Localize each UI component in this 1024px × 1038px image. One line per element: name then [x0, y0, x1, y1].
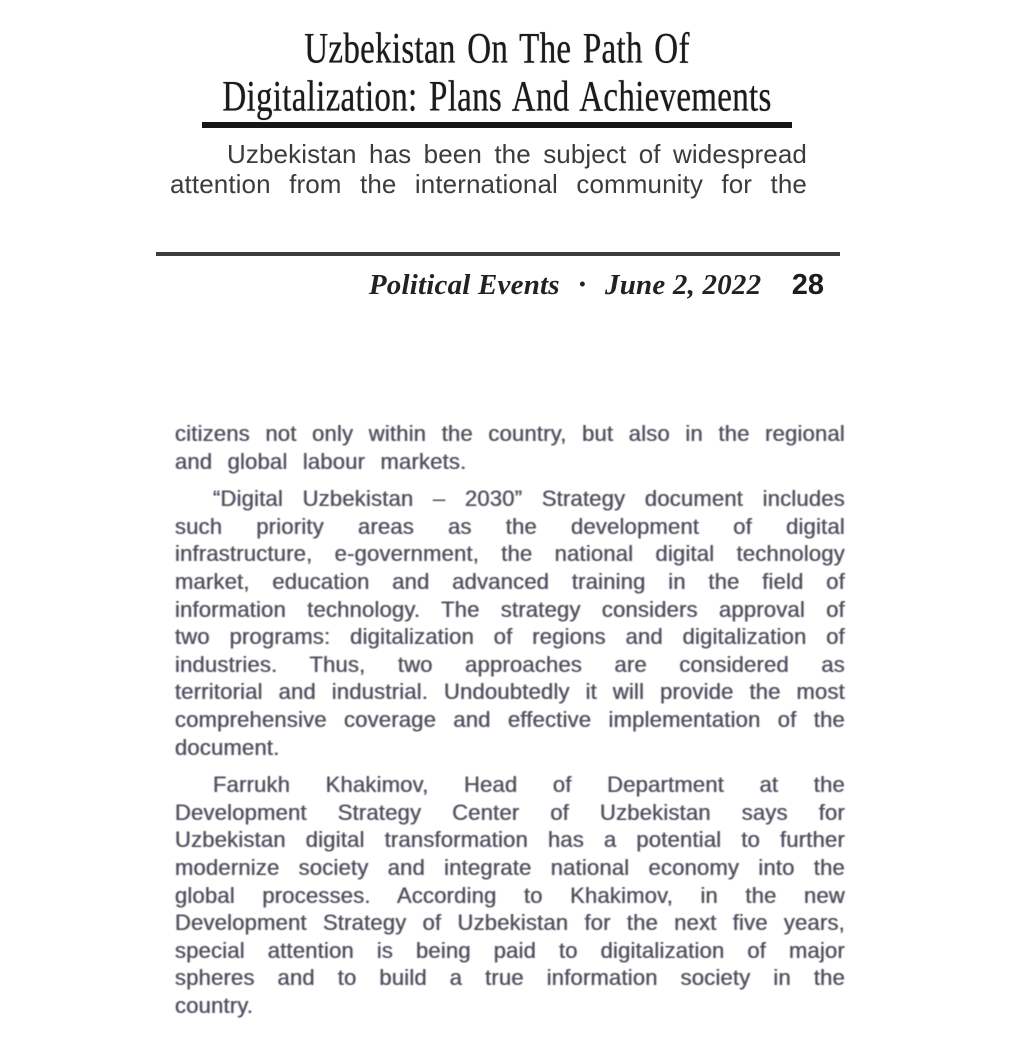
- title-underline-rule: [202, 122, 792, 128]
- footer-bullet-separator: •: [579, 274, 586, 294]
- article-title-block: [202, 26, 792, 130]
- article-title: [202, 26, 792, 122]
- body-paragraph-continuation: citizens not only within the country, but also in the regional and global labour markets.: [175, 421, 845, 474]
- footer-divider-rule: [156, 252, 840, 256]
- intro-paragraph: Uzbekistan has been the subject of widespread attention from the international community for the: [170, 139, 807, 199]
- page-footer: [156, 269, 824, 302]
- footer-issue-date: June 2, 2022: [605, 269, 762, 301]
- footer-page-number: 28: [791, 269, 824, 301]
- article-title-line-2: Digitalization: Plans And Achievements: [222, 74, 772, 121]
- article-body: [175, 420, 845, 1019]
- article-title-line-1: Uzbekistan On The Path Of: [304, 26, 690, 73]
- body-paragraph-khakimov: Farrukh Khakimov, Head of Department at the Development Strategy Center of Uzbekistan says for Uzbekistan digital transformation has a potential to further modernize society and integrate national economy into the global processes. According to Khakimov, in the new Development Strategy of Uzbekistan for the next five years, special attention is being paid to digitalization of major spheres and to build a true information society in the country.: [175, 772, 845, 1018]
- footer-section-label: Political Events: [368, 269, 560, 301]
- body-paragraph-digital-strategy: “Digital Uzbekistan – 2030” Strategy document includes such priority areas as the development of digital infrastructure, e-government, the national digital technology market, education and advanced training in the field of information technology. The strategy considers approval of two programs: digitalization of regions and digitalization of industries. Thus, two approaches are considered as territorial and industrial. Undoubtedly it will provide the most comprehensive coverage and effective implementation of the document.: [175, 486, 845, 760]
